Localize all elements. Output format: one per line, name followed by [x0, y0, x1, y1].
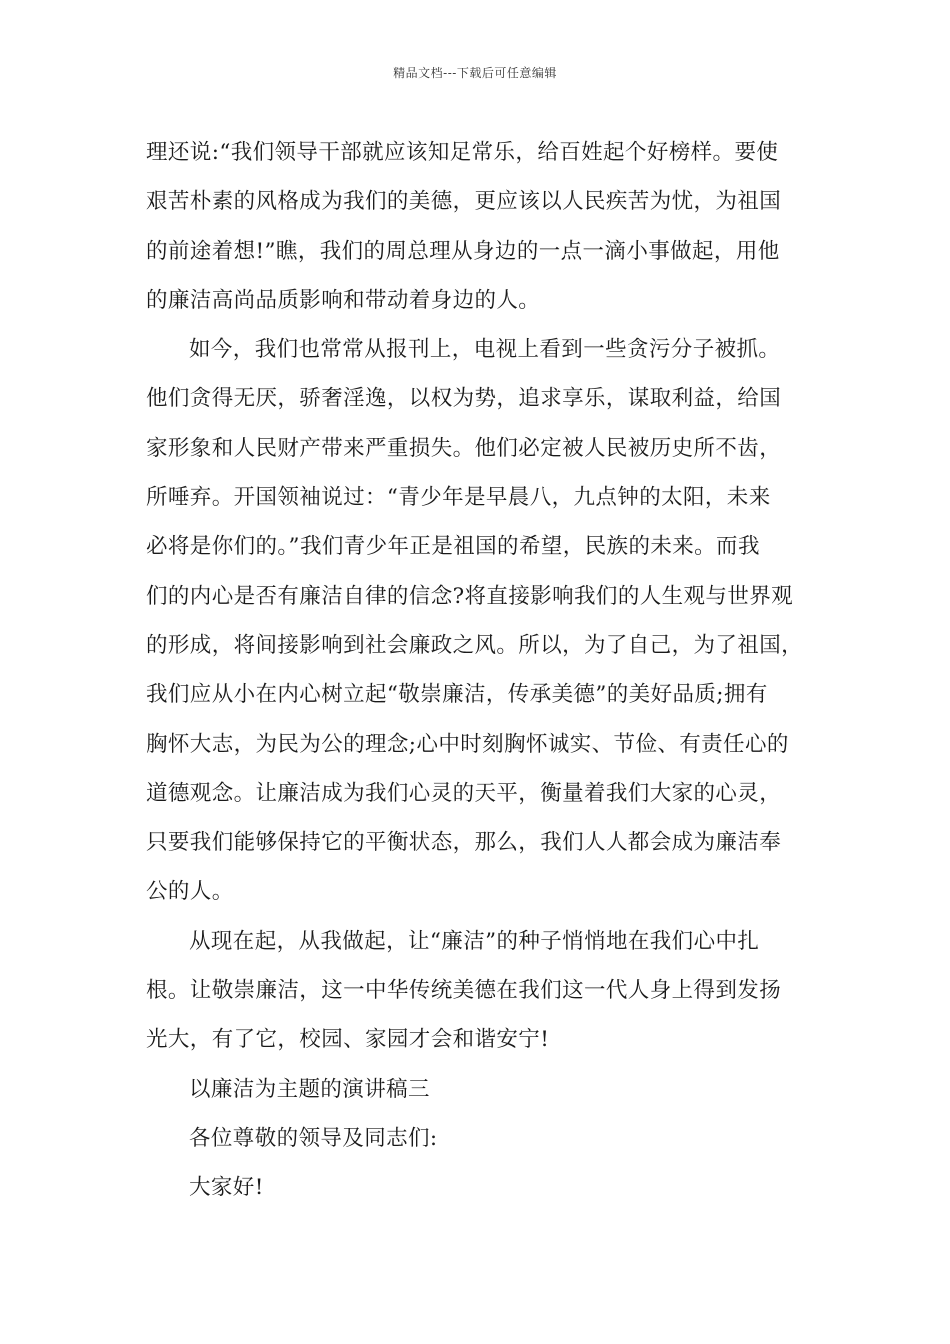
text-line: 如今，我们也常常从报刊上，电视上看到一些贪污分子被抓。: [189, 337, 781, 363]
text-line: 的形成，将间接影响到社会廉政之风。所以，为了自己，为了祖国，: [146, 632, 804, 658]
text-line: 根。让敬崇廉洁，这一中华传统美德在我们这一代人身上得到发扬: [146, 978, 782, 1004]
text-line: 们的内心是否有廉洁自律的信念?将直接影响我们的人生观与世界观: [146, 583, 794, 609]
text-line: 我们应从小在内心树立起“敬崇廉洁，传承美德”的美好品质;拥有: [146, 682, 768, 708]
text-line: 胸怀大志，为民为公的理念;心中时刻胸怀诚实、节俭、有责任心的: [146, 731, 789, 757]
text-line: 家形象和人民财产带来严重损失。他们必定被人民被历史所不齿，: [146, 435, 782, 461]
text-line: 理还说:“我们领导干部就应该知足常乐，给百姓起个好榜样。要使: [146, 140, 779, 165]
page-header: 精品文档---下载后可任意编辑: [393, 66, 557, 80]
text-line: 大家好!: [189, 1175, 264, 1201]
text-line: 只要我们能够保持它的平衡状态，那么，我们人人都会成为廉洁奉: [146, 830, 782, 856]
text-line: 的廉洁高尚品质影响和带动着身边的人。: [146, 287, 541, 313]
text-line: 从现在起，从我做起，让“廉洁”的种子悄悄地在我们心中扎: [189, 928, 760, 954]
text-line: 的前途着想!”瞧，我们的周总理从身边的一点一滴小事做起，用他: [146, 238, 780, 264]
text-line: 必将是你们的。”我们青少年正是祖国的希望，民族的未来。而我: [146, 534, 760, 560]
text-line: 公的人。: [146, 879, 234, 905]
text-line: 各位尊敬的领导及同志们:: [189, 1125, 438, 1151]
text-line: 他们贪得无厌，骄奢淫逸，以权为势，追求享乐，谋取利益，给国: [146, 386, 782, 412]
text-line: 所唾弃。开国领袖说过：“青少年是早晨八，九点钟的太阳，未来: [146, 485, 771, 511]
text-line: 艰苦朴素的风格成为我们的美德，更应该以人民疾苦为忧，为祖国: [146, 189, 782, 215]
text-line: 光大，有了它，校园、家园才会和谐安宁!: [146, 1027, 550, 1053]
text-line: 道德观念。让廉洁成为我们心灵的天平，衡量着我们大家的心灵，: [146, 780, 782, 806]
text-line: 以廉洁为主题的演讲稿三: [189, 1076, 430, 1102]
document-body: [146, 128, 824, 1213]
